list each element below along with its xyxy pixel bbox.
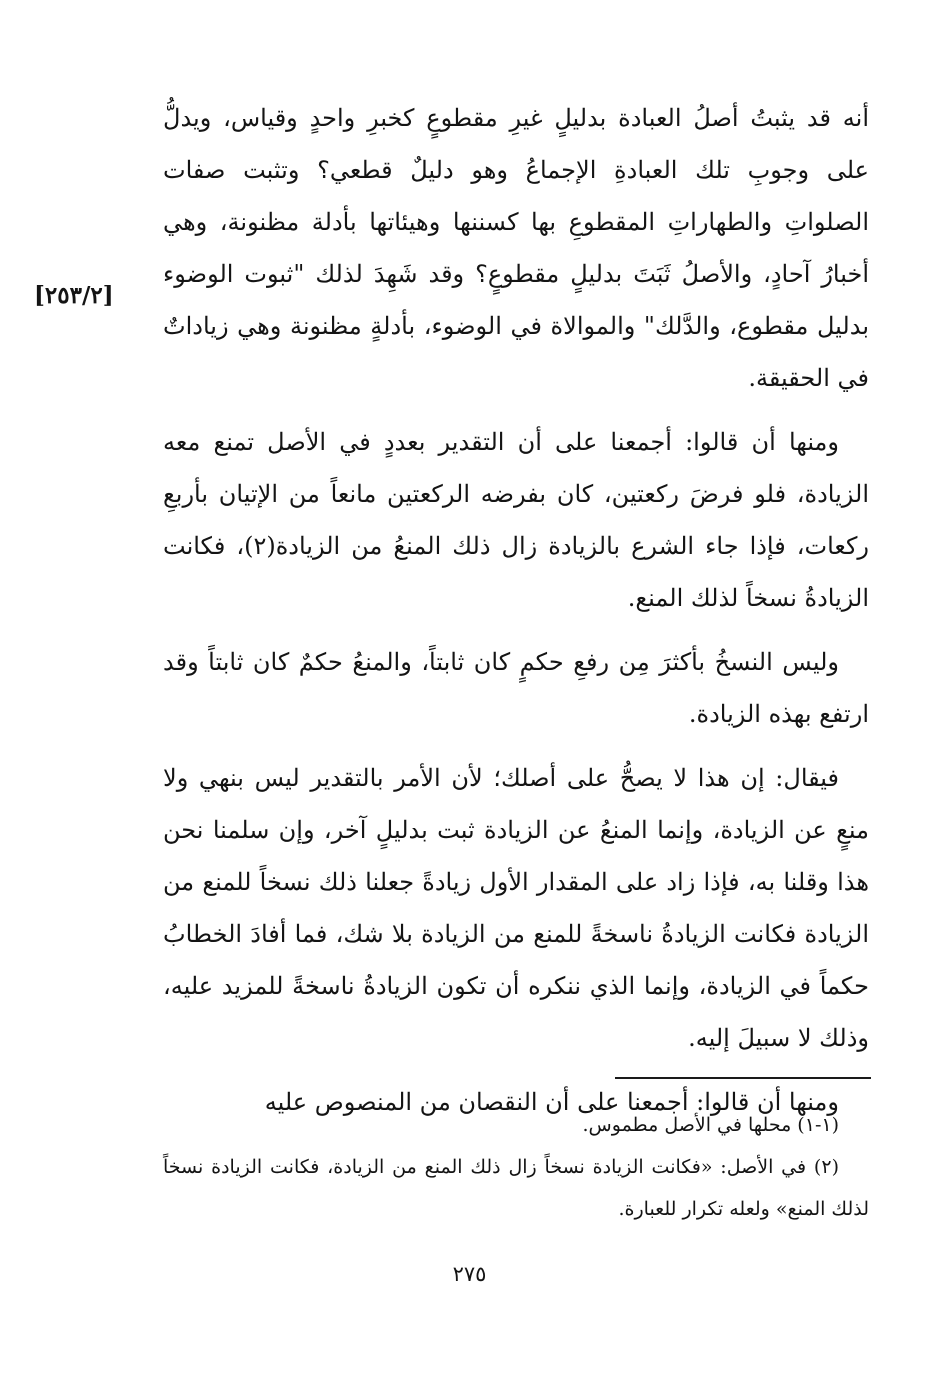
page-number: ٢٧٥ xyxy=(452,1262,487,1286)
margin-page-reference: [٢٥٣/٢] xyxy=(34,282,114,309)
footnote-1: (١-١) محلها في الأصل مطموس. xyxy=(582,1114,839,1136)
paragraph-5: ومنها أن قالوا: أجمعنا على أن النقصان من المنصوص عليه xyxy=(264,1088,839,1116)
main-text xyxy=(163,92,869,1140)
footnote-separator xyxy=(615,1077,871,1079)
paragraph-4: فيقال: إن هذا لا يصحُّ على أصلك؛ لأن الأمر بالتقدير ليس بنهي ولا منعٍ عن الزيادة، وإنما المنعُ عن الزيادة ثبت بدليلٍ آخر، وإن سلمنا نحن هذا وقلنا به، فإذا زاد على المقدار الأول زيادةً جعلنا ذلك نسخاً للمنع من الزيادة فكانت الزيادةُ ناسخةً للمنع من الزيادة بلا شك، فما أفادَ الخطابُ حكماً في الزيادة، وإنما الذي ننكره أن تكون الزيادةُ ناسخةً للمزيد عليه، وذلك لا سبيلَ إليه. xyxy=(163,764,869,1052)
paragraph-1: أنه قد يثبتُ أصلُ العبادة بدليلٍ غيرِ مقطوعٍ كخبرِ واحدٍ وقياس، ويدلُّ على وجوبِ تلك العبادةِ الإجماعُ وهو دليلٌ قطعي؟ وتثبت صفات الصلواتِ والطهاراتِ المقطوعِ بها كسننها وهيئاتها بأدلة مظنونة، وهي أخبارُ آحادٍ، والأصلُ ثَبَتَ بدليلٍ مقطوعٍ؟ وقد شَهِدَ لذلك "ثبوت الوضوء بدليل مقطوع، والدَّلك" والموالاة في الوضوء، بأدلةٍ مظنونة وهي زياداتٌ في الحقيقة. xyxy=(163,104,869,392)
paragraph-3: وليس النسخُ بأكثرَ مِن رفعِ حكمٍ كان ثابتاً، والمنعُ حكمٌ كان ثابتاً وقد ارتفع بهذه الزيادة. xyxy=(163,648,869,728)
footnotes xyxy=(163,1104,869,1230)
paragraph-2: ومنها أن قالوا: أجمعنا على أن التقدير بعددٍ في الأصل تمنع معه الزيادة، فلو فرضَ ركعتين، كان بفرضه الركعتين مانعاً من الإتيان بأربعِ ركعات، فإذا جاء الشرع بالزيادة زال ذلك المنعُ من الزيادة(٢)، فكانت الزيادةُ نسخاً لذلك المنع. xyxy=(163,428,869,612)
footnote-2: (٢) في الأصل: «فكانت الزيادة نسخاً زال ذلك المنع من الزيادة، فكانت الزيادة نسخاً لذلك المنع» ولعله تكرار للعبارة. xyxy=(163,1156,869,1220)
